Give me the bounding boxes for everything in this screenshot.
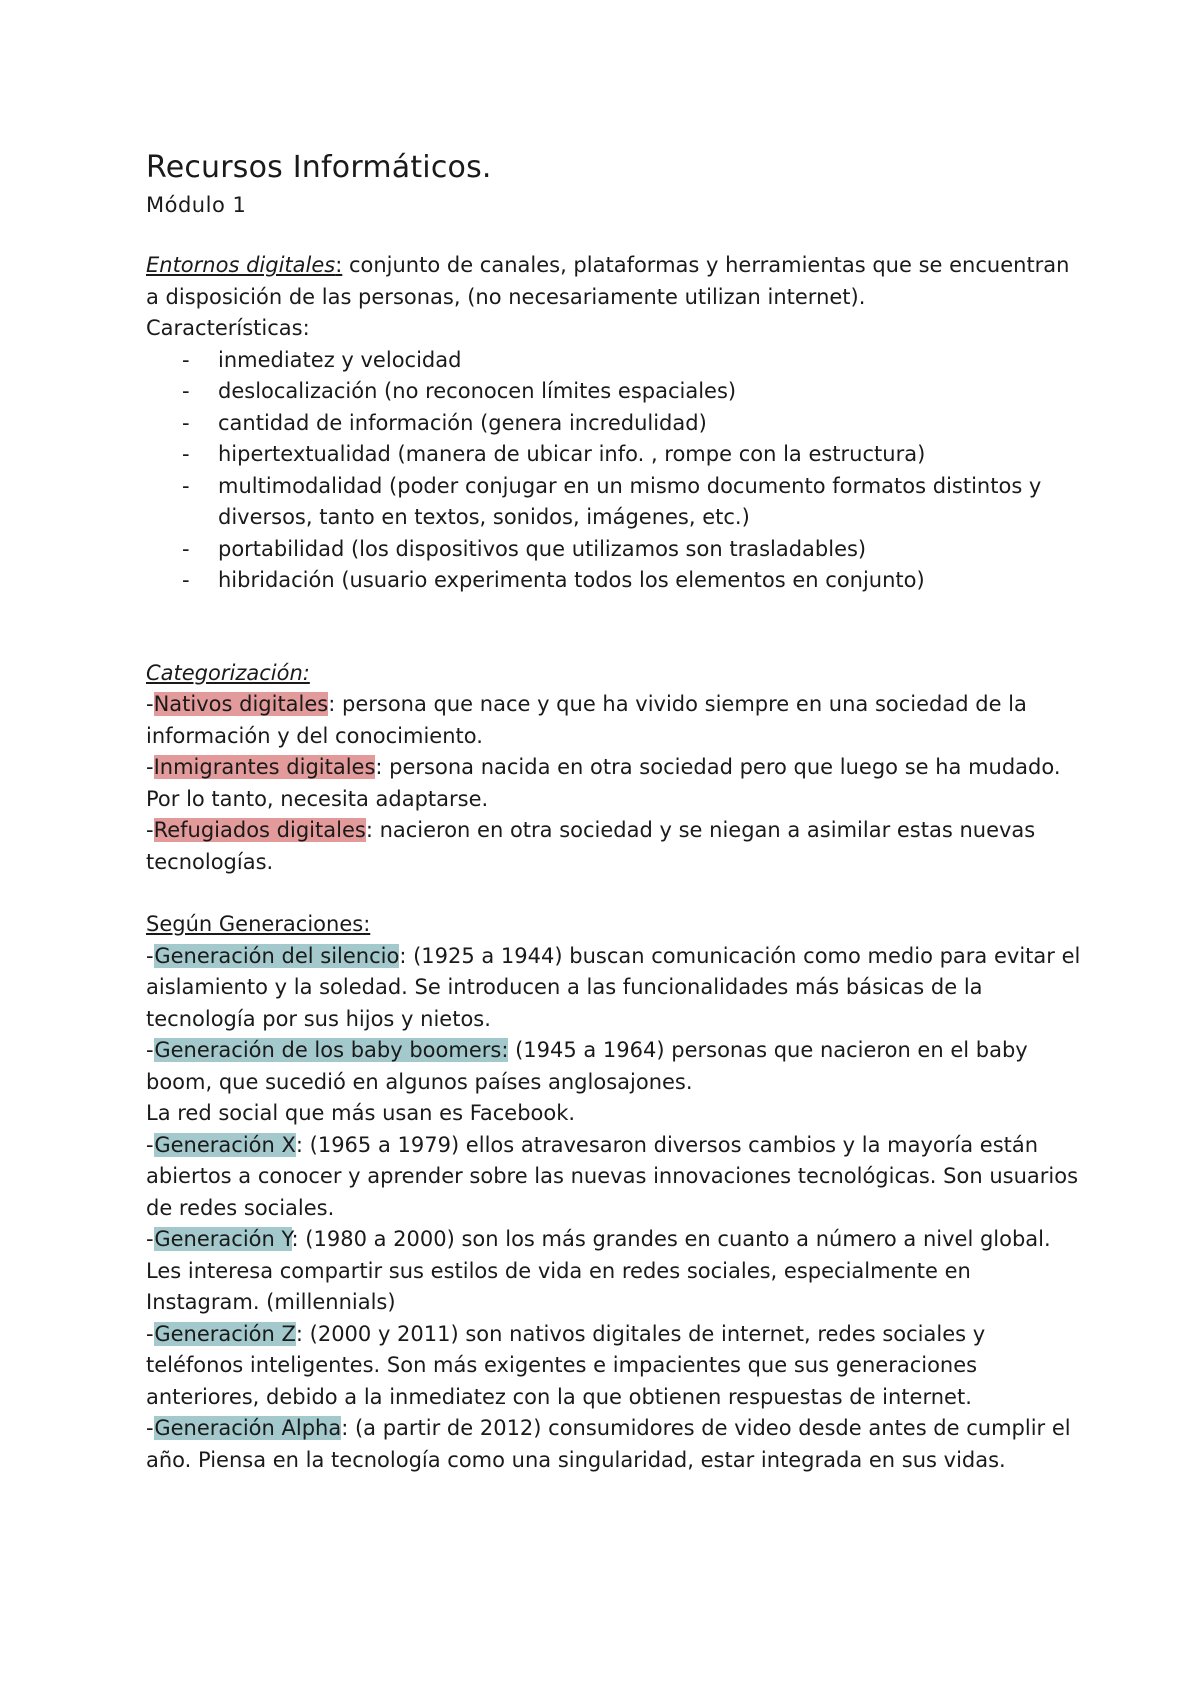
entry-dash: - [146,1227,155,1251]
list-item: - hipertextualidad (manera de ubicar info. , rompe con la estructura) [182,439,1086,471]
category-entry [146,815,1086,878]
generation-text: : (a partir de 2012) consumidores de video desde antes de cumplir el año. Piensa en la tecnología como una singularidad, estar integrada en sus vidas. [146,1416,1071,1472]
generation-entry [146,1224,1086,1319]
list-item: - cantidad de información (genera incredulidad) [182,408,1086,440]
generation-text: (1945 a 1964) personas que nacieron en el baby boom, que sucedió en algunos países anglosajones. [146,1038,1028,1094]
category-text: : persona nacida en otra sociedad pero que luego se ha mudado. Por lo tanto, necesita adaptarse. [146,755,1061,811]
generation-entry [146,1035,1086,1098]
generation-note [146,1098,1086,1130]
entry-dash: - [146,1038,155,1062]
entry-dash: - [146,1416,155,1440]
category-term-highlight: Nativos digitales [153,692,329,716]
generation-entry [146,1130,1086,1225]
generation-text: : (1925 a 1944) buscan comunicación como medio para evitar el aislamiento y la soledad. Se introducen a las funcionalidades más básicas de la tecnología por sus hijos y nietos. [146,943,1081,1031]
entornos-colon: : [335,253,343,277]
entry-dash: - [146,943,155,968]
generation-term-highlight: Generación del silencio [154,943,400,968]
category-entry [146,689,1086,752]
generation-text: : (1980 a 2000) son los más grandes en cuanto a número a nivel global. Les interesa compartir sus estilos de vida en redes sociales, especialmente en Instagram. (millennials) [146,1227,1051,1314]
document-body [146,146,1086,1476]
category-term-highlight: Inmigrantes digitales [153,755,376,779]
features-list [146,345,1086,597]
list-item: - portabilidad (los dispositivos que utilizamos son trasladables) [182,534,1086,566]
category-term-highlight: Refugiados digitales [153,818,366,842]
entry-dash: - [146,755,154,779]
generation-text: : (2000 y 2011) son nativos digitales de internet, redes sociales y teléfonos inteligentes. Son más exigentes e impacientes que sus generaciones anteriores, debido a la inmediatez con la que obtienen respuestas de internet. [146,1321,986,1409]
entry-dash: - [146,1132,155,1157]
features-label: Características: [146,316,310,340]
generation-term-highlight: Generación Z [154,1321,296,1346]
entry-dash: - [146,1321,155,1346]
list-item: - multimodalidad (poder conjugar en un mismo documento formatos distintos y diversos, tanto en textos, sonidos, imágenes, etc.) [182,471,1086,534]
list-item: - hibridación (usuario experimenta todos los elementos en conjunto) [182,565,1086,597]
category-text: : persona que nace y que ha vivido siempre en una sociedad de la información y del conocimiento. [146,692,1027,748]
categorizacion-heading: Categorización: [146,660,310,685]
category-entry [146,752,1086,815]
generation-entry [146,1413,1086,1476]
document-subtitle: Módulo 1 [146,193,247,217]
entornos-term: Entornos digitales [146,253,336,277]
entornos-definition [146,250,1086,313]
generation-term-highlight: Generación Alpha [154,1416,342,1440]
category-text: : nacieron en otra sociedad y se niegan a asimilar estas nuevas tecnologías. [146,818,1036,874]
entry-dash: - [146,818,154,842]
generation-text: La red social que más usan es Facebook. [146,1101,576,1125]
list-item: - inmediatez y velocidad [182,345,1086,377]
generation-entry [146,1319,1086,1414]
entry-dash: - [146,692,154,716]
generation-entry [146,941,1086,1036]
document-title: Recursos Informáticos. [146,150,492,185]
generation-term-highlight: Generación X [154,1132,296,1157]
generation-term-highlight: Generación de los baby boomers: [154,1038,509,1062]
generation-term-highlight: Generación Y [154,1227,292,1251]
generaciones-heading: Según Generaciones: [146,912,371,936]
list-item: - deslocalización (no reconocen límites espaciales) [182,376,1086,408]
generation-text: : (1965 a 1979) ellos atravesaron diversos cambios y la mayoría están abiertos a conocer y aprender sobre las nuevas innovaciones tecnológicas. Son usuarios de redes sociales. [146,1132,1079,1220]
entornos-definition-text: conjunto de canales, plataformas y herramientas que se encuentran a disposición de las personas, (no necesariamente utilizan internet). [146,253,1070,309]
